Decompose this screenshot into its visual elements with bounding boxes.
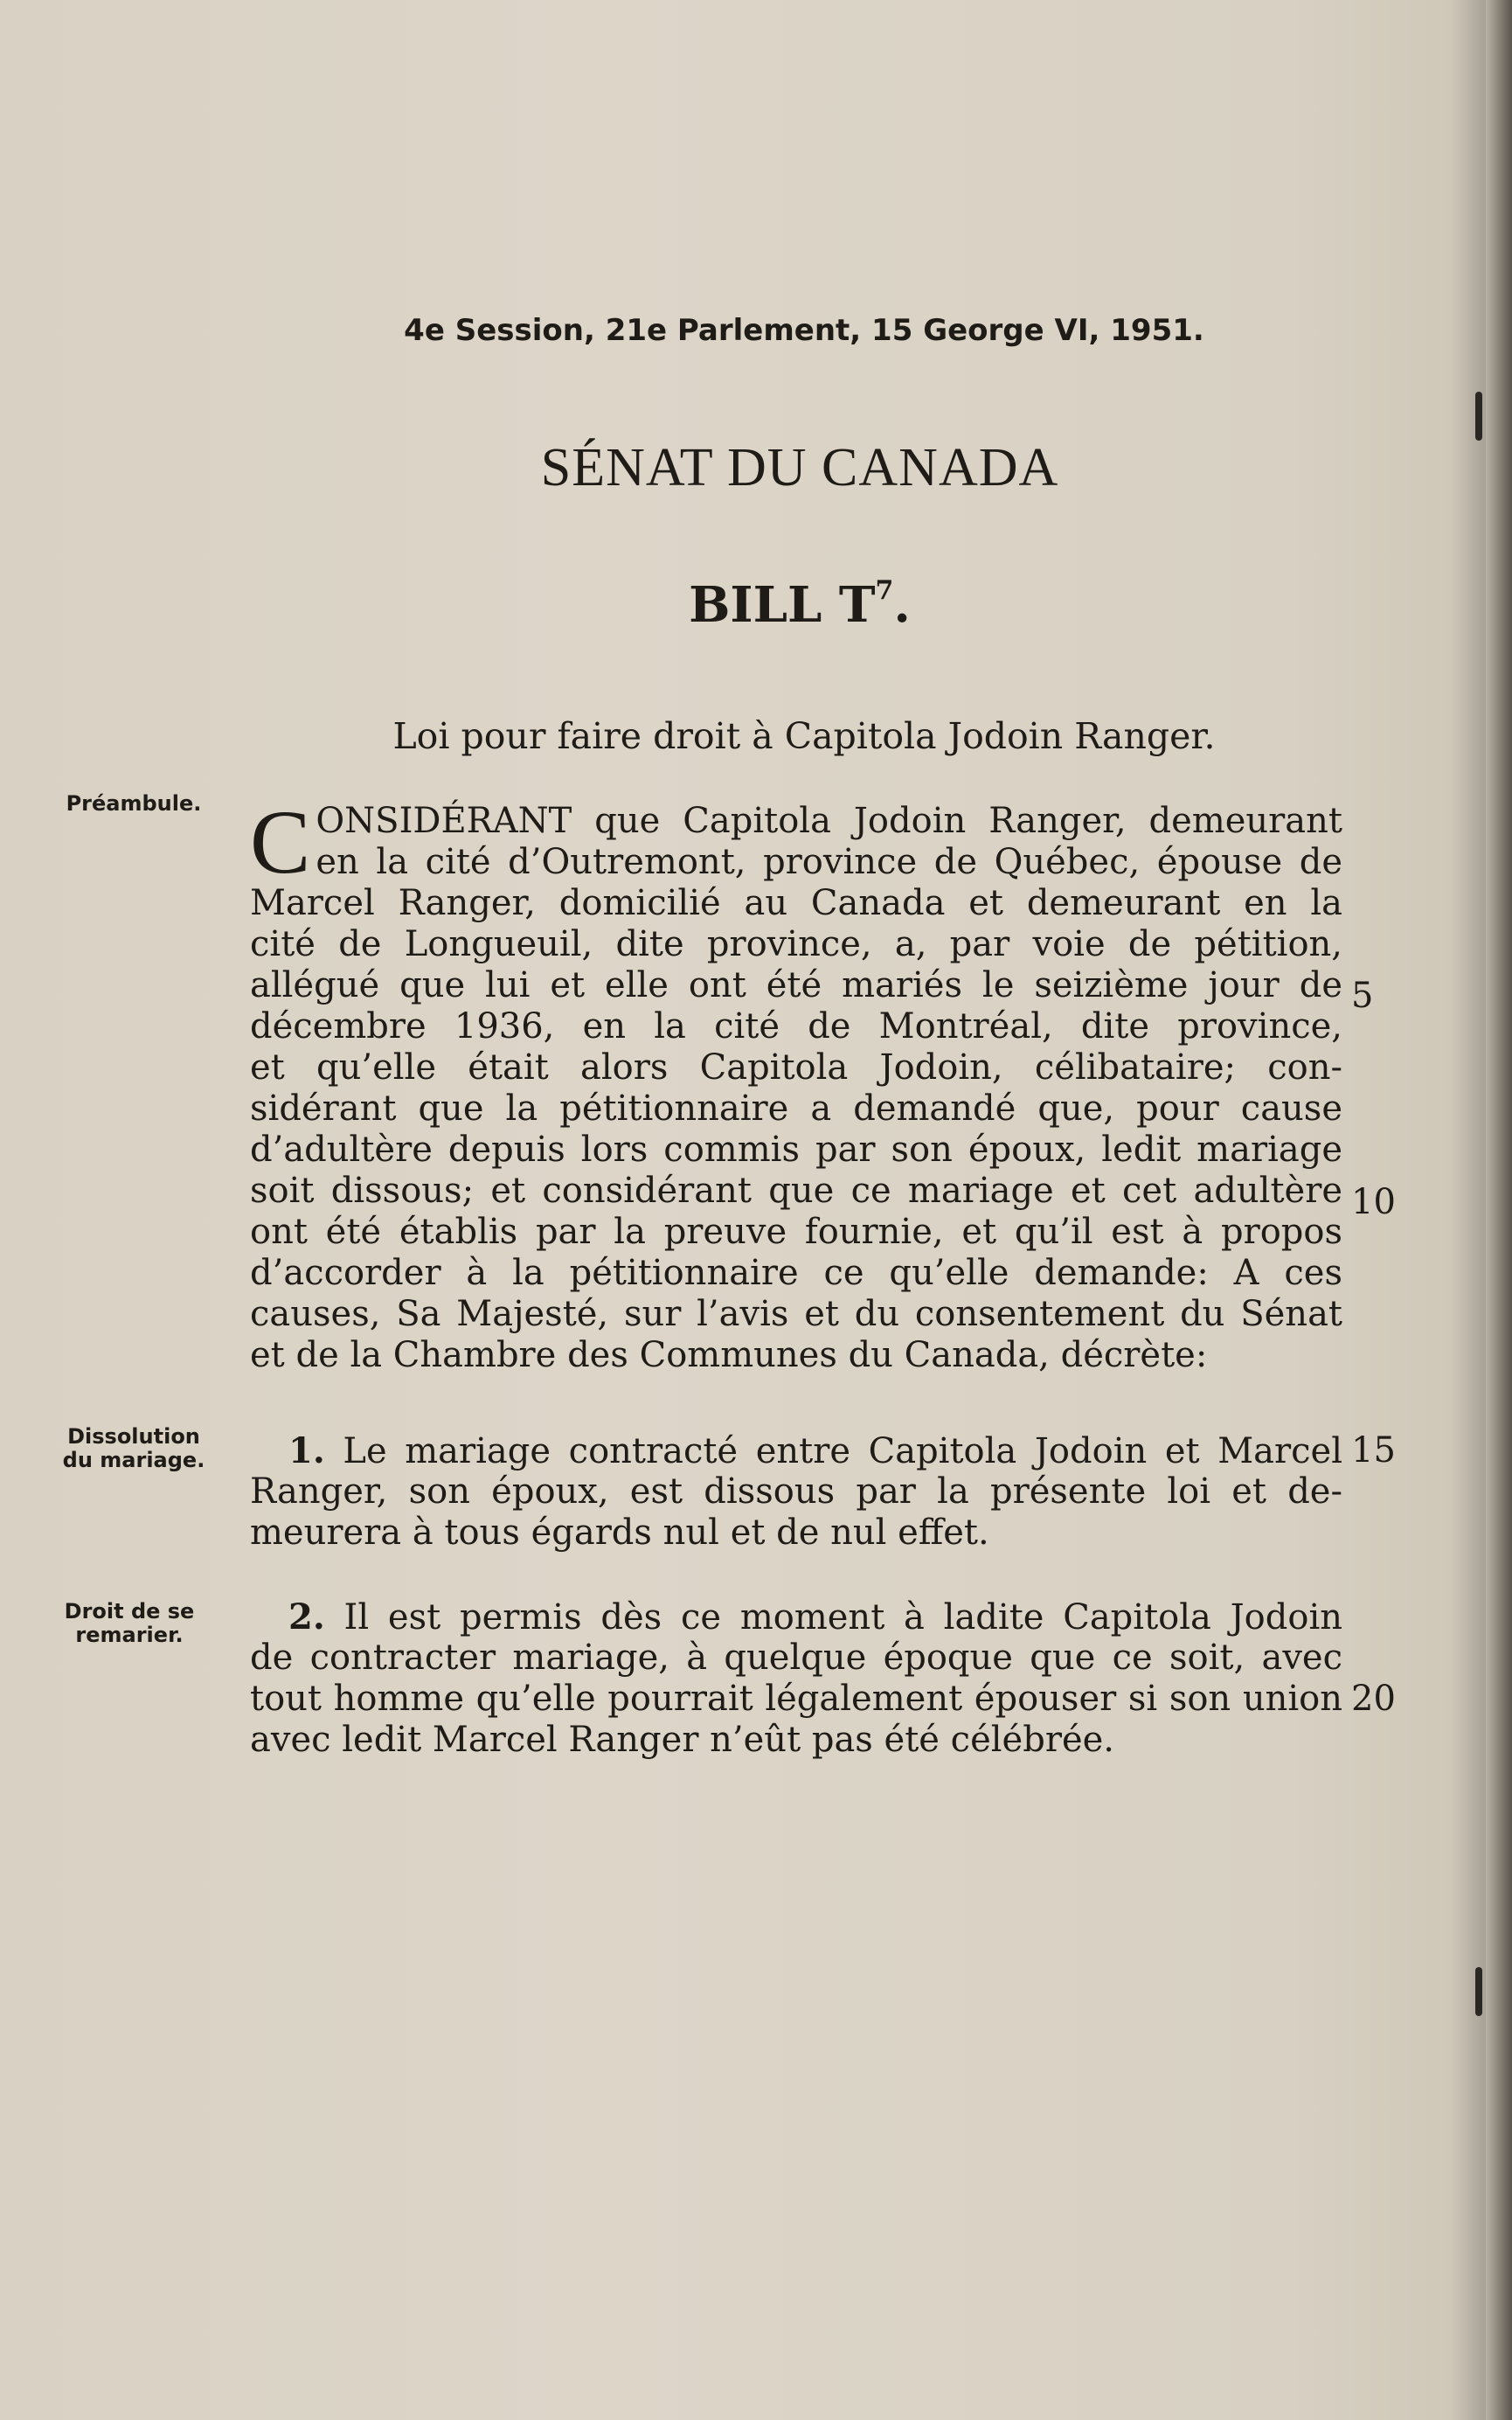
preamble-line: Marcel Ranger, domicilié au Canada et demeurant en la bbox=[250, 883, 1342, 923]
section-line: meurera à tous égards nul et de nul effet. bbox=[250, 1512, 989, 1553]
preamble-line: et de la Chambre des Communes du Canada, décrète: bbox=[250, 1335, 1208, 1375]
section-2 bbox=[250, 1596, 1342, 1761]
preamble-line: et qu’elle était alors Capitola Jodoin, célibataire; con- bbox=[250, 1047, 1342, 1088]
section-line: tout homme qu’elle pourrait légalement épouser si son union bbox=[250, 1679, 1342, 1719]
line-number: 15 bbox=[1351, 1430, 1396, 1471]
bill-number: BILL $T^7$. bbox=[689, 575, 911, 634]
section-line: avec ledit Marcel Ranger n’eût pas été célébrée. bbox=[250, 1720, 1115, 1760]
book-spine bbox=[1486, 0, 1512, 2420]
section-line: Ranger, son époux, est dissous par la présente loi et de- bbox=[250, 1471, 1342, 1512]
margin-note-dissolution: Dissolution du mariage. bbox=[62, 1424, 205, 1472]
preamble-line: ont été établis par la preuve fournie, et qu’il est à propos bbox=[250, 1212, 1342, 1252]
preamble-line: sidérant que la pétitionnaire a demandé que, pour cause bbox=[250, 1088, 1342, 1129]
preamble-text bbox=[250, 792, 1342, 1376]
preamble-line: décembre 1936, en la cité de Montréal, dite province, bbox=[250, 1006, 1342, 1047]
preamble-line: soit dissous; et considérant que ce mariage et cet adultère bbox=[250, 1171, 1342, 1211]
preamble-line: d’accorder à la pétitionnaire ce qu’elle demande: A ces bbox=[250, 1253, 1342, 1293]
line-number: 10 bbox=[1351, 1182, 1396, 1222]
preamble-line: en la cité d’Outremont, province de Québec, épouse de bbox=[316, 842, 1342, 882]
preamble-line: cité de Longueuil, dite province, a, par voie de pétition, bbox=[250, 924, 1342, 964]
preamble-line: allégué que lui et elle ont été mariés le seizième jour de bbox=[250, 965, 1342, 1005]
margin-note-remarry: Droit de se remarier. bbox=[64, 1599, 195, 1647]
drop-cap: C bbox=[250, 792, 311, 893]
preamble-line: d’adultère depuis lors commis par son époux, ledit mariage bbox=[250, 1130, 1342, 1170]
margin-note-preamble: Préambule. bbox=[66, 791, 202, 816]
section-1 bbox=[250, 1430, 1342, 1554]
section-line: de contracter mariage, à quelque époque que ce soit, avec bbox=[250, 1638, 1342, 1678]
line-number: 5 bbox=[1351, 976, 1374, 1016]
preamble-line: ONSIDÉRANT que Capitola Jodoin Ranger, demeurant bbox=[316, 801, 1342, 841]
section-line: 2. Il est permis dès ce moment à ladite Capitola Jodoin bbox=[288, 1596, 1342, 1638]
session-header: 4e Session, 21e Parlement, 15 George VI, 1951. bbox=[404, 313, 1204, 348]
bill-subtitle: Loi pour faire droit à Capitola Jodoin Ranger. bbox=[392, 715, 1216, 757]
section-number: 2. bbox=[288, 1596, 325, 1638]
page-title: SÉNAT DU CANADA bbox=[540, 438, 1059, 497]
binding-mark bbox=[1475, 392, 1482, 441]
binding-mark bbox=[1475, 1967, 1482, 2016]
line-number: 20 bbox=[1351, 1679, 1396, 1719]
section-number: 1. bbox=[288, 1430, 325, 1471]
section-line: 1. Le mariage contracté entre Capitola Jodoin et Marcel bbox=[288, 1430, 1343, 1471]
preamble-line: causes, Sa Majesté, sur l’avis et du consentement du Sénat bbox=[250, 1294, 1342, 1334]
